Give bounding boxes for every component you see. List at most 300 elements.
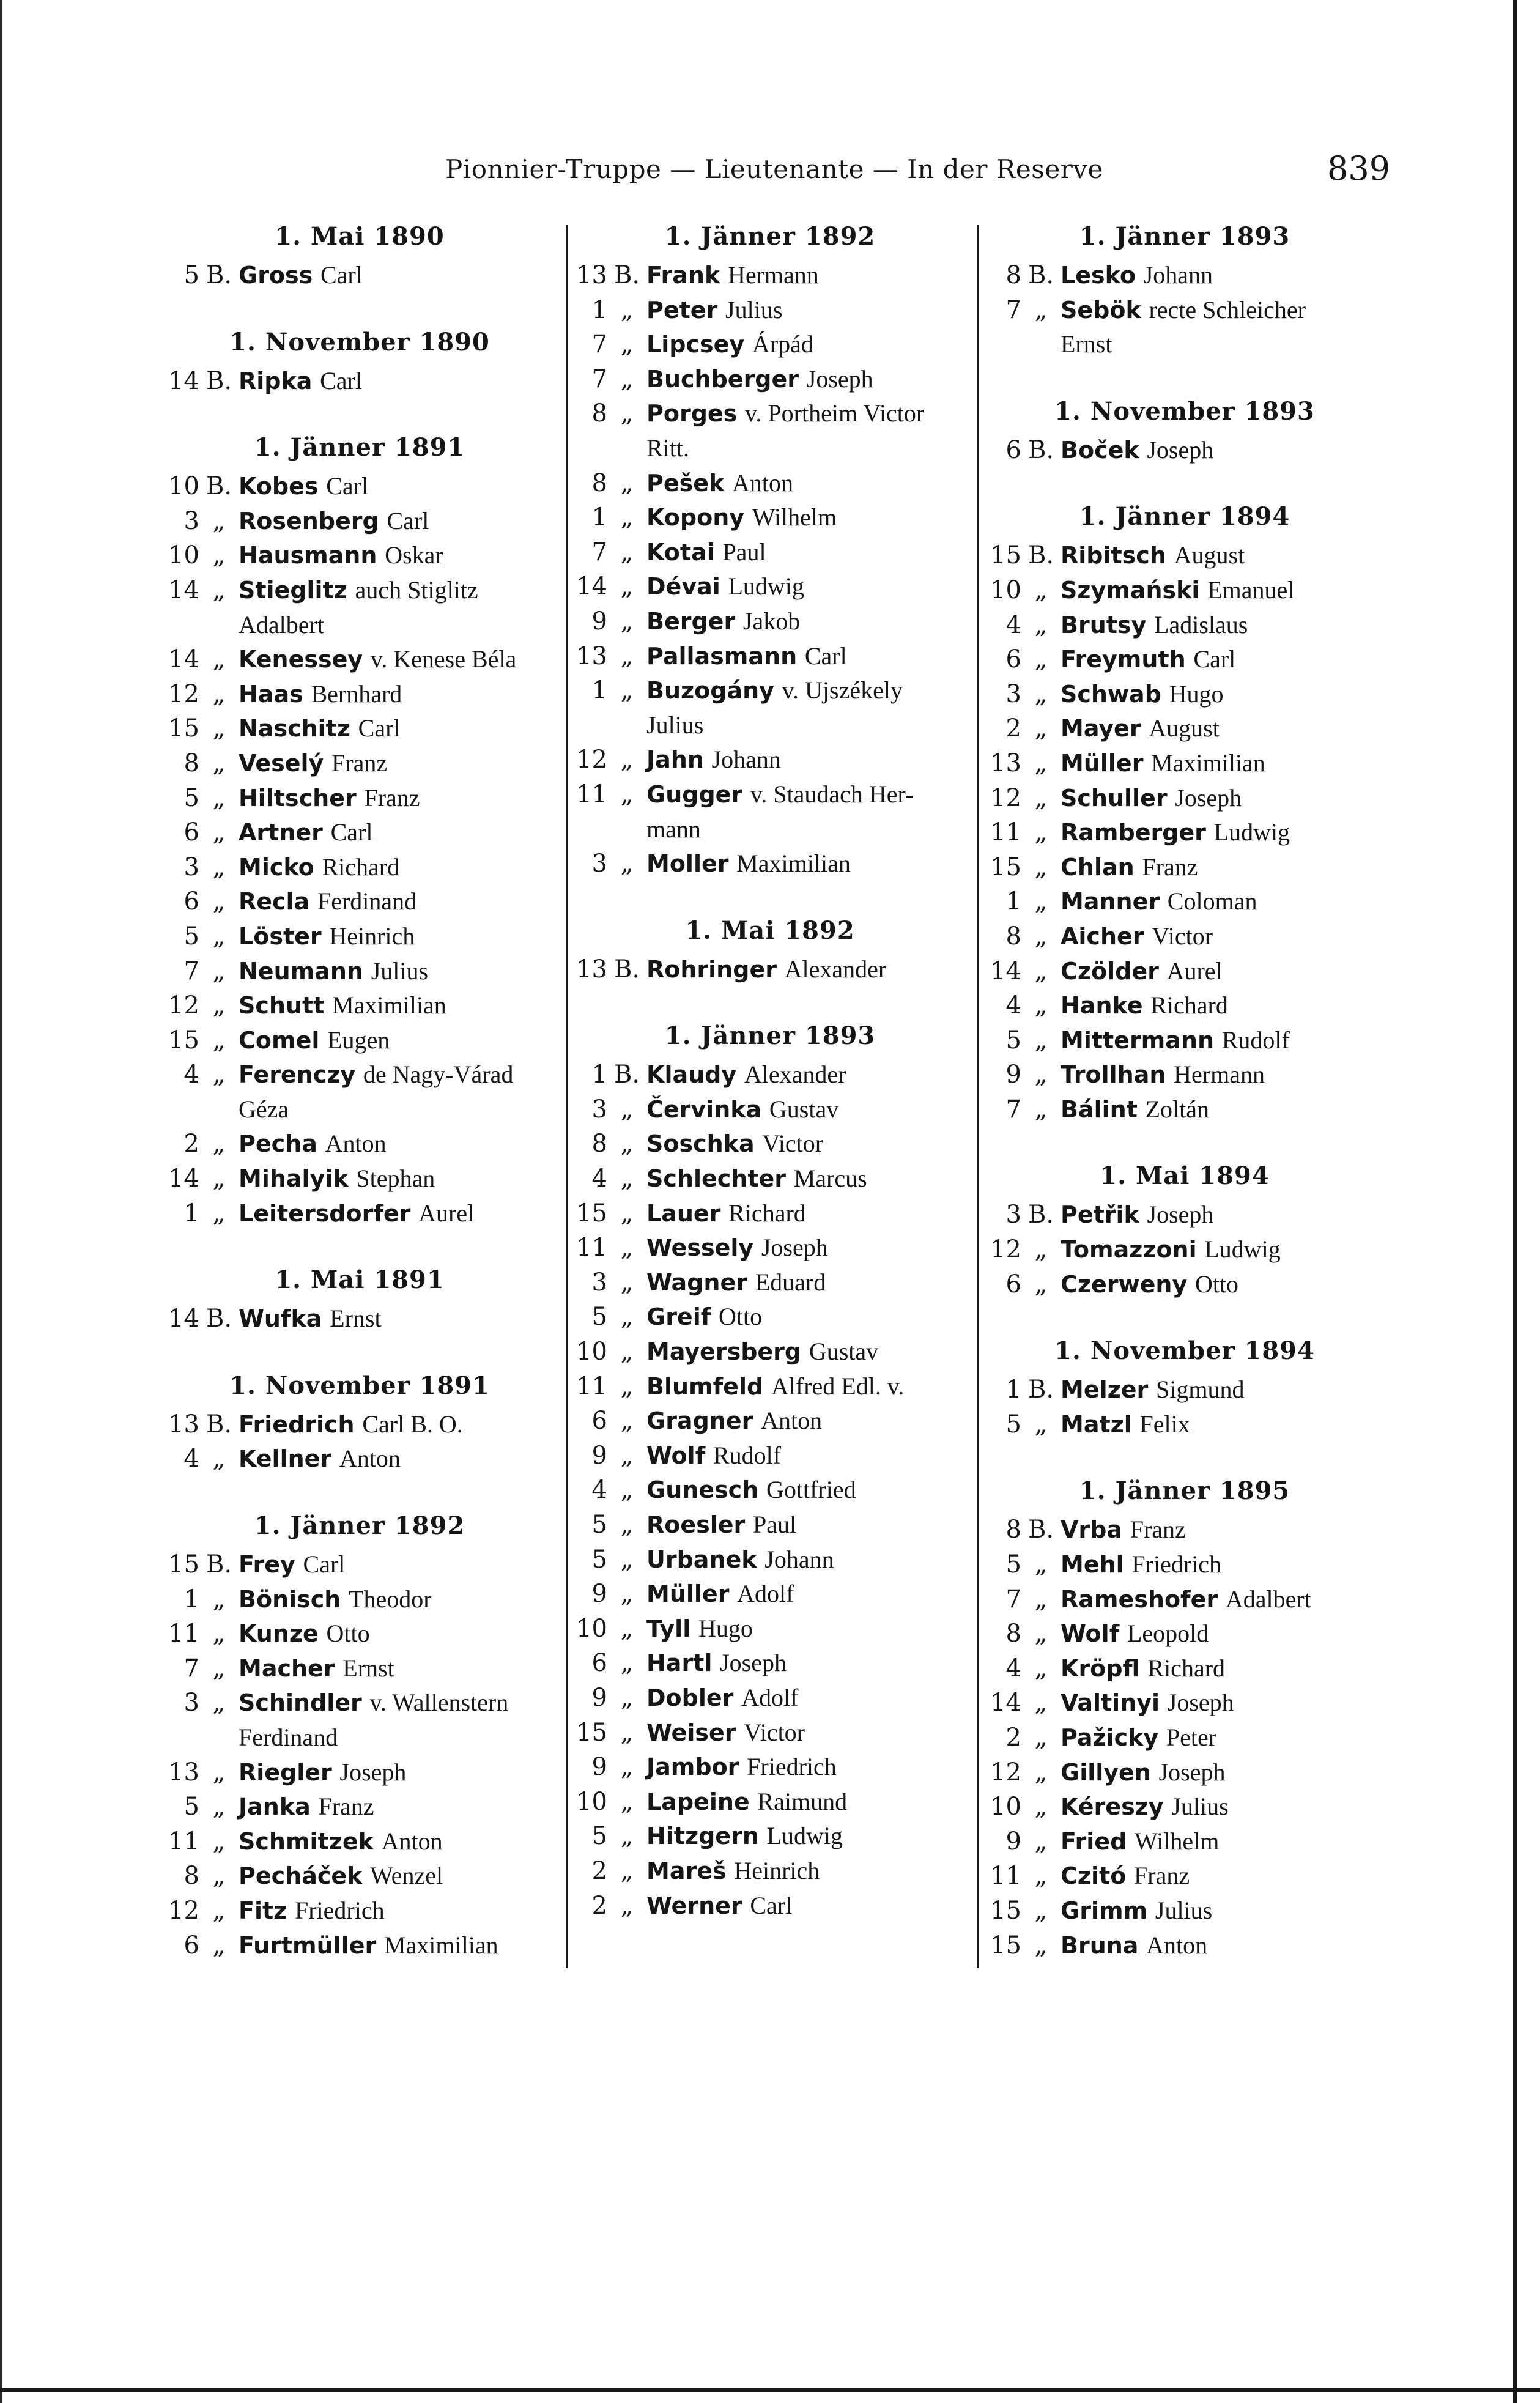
ditto-mark: B. bbox=[205, 1550, 232, 1579]
officer-surname: Mareš bbox=[646, 1857, 727, 1884]
officer-name bbox=[239, 538, 555, 573]
officer-surname: Lapeine bbox=[646, 1788, 750, 1815]
seniority-number: 1 bbox=[591, 676, 607, 705]
blank-cell bbox=[572, 708, 607, 743]
roster-entry-continuation bbox=[572, 431, 968, 466]
seniority-number: 11 bbox=[576, 1234, 607, 1262]
seniority-number: 1 bbox=[1005, 887, 1021, 916]
officer-name bbox=[239, 1407, 555, 1442]
promotion-date-heading: 1. Jänner 1891 bbox=[254, 433, 465, 462]
ditto-mark: „ bbox=[1034, 1270, 1048, 1298]
officer-surname: Blumfeld bbox=[646, 1372, 764, 1400]
roster-entry bbox=[986, 1057, 1383, 1092]
blank-cell bbox=[986, 327, 1021, 362]
seniority-number: 11 bbox=[990, 1862, 1021, 1890]
section-spacer bbox=[164, 293, 555, 321]
blank-cell bbox=[199, 1720, 239, 1755]
officer-surname: Tomazzoni bbox=[1061, 1236, 1197, 1264]
seniority-number: 14 bbox=[168, 645, 199, 674]
officer-surname: Boček bbox=[1061, 436, 1139, 464]
officer-surname: Greif bbox=[646, 1303, 711, 1331]
officer-given-name: Friedrich bbox=[1131, 1550, 1222, 1579]
officer-surname: Czerweny bbox=[1061, 1270, 1188, 1298]
ditto-mark: „ bbox=[212, 1827, 226, 1856]
officer-name bbox=[646, 1231, 968, 1265]
ditto-mark: „ bbox=[212, 1130, 226, 1158]
officer-name bbox=[646, 1716, 968, 1750]
ditto-mark: „ bbox=[212, 1654, 226, 1683]
seniority-number: 3 bbox=[1005, 1201, 1021, 1229]
seniority-number: 3 bbox=[591, 1095, 607, 1124]
officer-given-name: Hermann bbox=[727, 261, 819, 289]
officer-name bbox=[646, 1577, 968, 1612]
officer-surname: Werner bbox=[646, 1892, 742, 1919]
officer-name bbox=[646, 1404, 968, 1438]
officer-given-name: Anton bbox=[1146, 1931, 1208, 1959]
ditto-mark: „ bbox=[1034, 783, 1048, 812]
page-edge-right bbox=[1513, 0, 1517, 2403]
officer-given-name: Ludwig bbox=[1213, 818, 1290, 846]
seniority-number: 10 bbox=[576, 1787, 607, 1816]
officer-name bbox=[1061, 954, 1383, 989]
officer-surname: Frey bbox=[239, 1551, 295, 1579]
ditto-mark: „ bbox=[212, 783, 226, 812]
page-header bbox=[0, 149, 1540, 197]
officer-surname: Manner bbox=[1061, 888, 1160, 916]
officer-surname: Czitó bbox=[1061, 1862, 1127, 1890]
ditto-mark: „ bbox=[1034, 1689, 1048, 1717]
officer-surname: Rohringer bbox=[646, 955, 777, 983]
roster-entry-continuation bbox=[164, 608, 555, 643]
officer-surname: Červinka bbox=[646, 1095, 762, 1123]
ditto-mark: „ bbox=[620, 850, 634, 878]
seniority-number: 4 bbox=[183, 1445, 199, 1473]
officer-name bbox=[1061, 642, 1383, 677]
officer-name bbox=[646, 777, 968, 812]
seniority-number: 4 bbox=[1005, 610, 1021, 639]
roster-entry bbox=[164, 711, 555, 746]
officer-surname: Schutt bbox=[239, 992, 325, 1020]
promotion-date-heading: 1. Mai 1892 bbox=[685, 916, 855, 945]
officer-surname: Lesko bbox=[1061, 262, 1136, 289]
officer-given-name: Eduard bbox=[755, 1268, 826, 1296]
officer-given-name: Victor bbox=[744, 1718, 805, 1746]
officer-given-name: August bbox=[1174, 541, 1245, 569]
officer-surname: Artner bbox=[239, 819, 323, 846]
officer-given-name: Otto bbox=[1194, 1270, 1239, 1298]
ditto-mark: „ bbox=[1034, 1724, 1048, 1752]
roster-entry bbox=[986, 1547, 1383, 1582]
officer-surname: Wufka bbox=[239, 1305, 322, 1333]
officer-given-name: Wenzel bbox=[370, 1862, 443, 1890]
officer-name bbox=[239, 1928, 555, 1963]
officer-given-name: Carl bbox=[303, 1550, 346, 1579]
section-spacer bbox=[572, 987, 968, 1015]
seniority-number: 2 bbox=[183, 1130, 199, 1158]
ditto-mark: „ bbox=[620, 1303, 634, 1331]
roster-entry bbox=[986, 1928, 1383, 1963]
officer-surname: Micko bbox=[239, 853, 314, 881]
officer-surname: Kopony bbox=[646, 504, 745, 531]
officer-given-name: Carl bbox=[320, 366, 362, 394]
officer-given-name: Ernst bbox=[342, 1654, 394, 1682]
ditto-mark: „ bbox=[1034, 1095, 1048, 1124]
officer-name bbox=[1061, 1859, 1383, 1894]
roster-entry bbox=[572, 846, 968, 881]
roster-entry bbox=[986, 293, 1383, 328]
officer-surname: Weiser bbox=[646, 1719, 736, 1746]
ditto-mark: „ bbox=[1034, 1758, 1048, 1787]
officer-surname: Hiltscher bbox=[239, 784, 357, 812]
roster-entry bbox=[572, 1577, 968, 1612]
seniority-number: 7 bbox=[591, 330, 607, 359]
ditto-mark: „ bbox=[620, 330, 634, 359]
officer-surname: Löster bbox=[239, 922, 322, 950]
ditto-mark: B. bbox=[1027, 1376, 1054, 1404]
ditto-mark: „ bbox=[212, 887, 226, 916]
seniority-number: 11 bbox=[168, 1620, 199, 1648]
roster-entry bbox=[986, 781, 1383, 816]
seniority-number: 5 bbox=[183, 261, 199, 289]
roster-entry bbox=[572, 1438, 968, 1473]
roster-entry bbox=[164, 1407, 555, 1442]
officer-name bbox=[646, 1438, 968, 1473]
roster-entry bbox=[572, 396, 968, 431]
roster-entry bbox=[164, 538, 555, 573]
officer-surname: Macher bbox=[239, 1654, 335, 1682]
seniority-number: 10 bbox=[168, 472, 199, 501]
ditto-mark: „ bbox=[620, 1130, 634, 1158]
officer-name bbox=[239, 1023, 555, 1058]
officer-surname: Lauer bbox=[646, 1199, 721, 1227]
ditto-mark: „ bbox=[1034, 295, 1048, 324]
officer-surname: Schwab bbox=[1061, 680, 1161, 708]
officer-name bbox=[646, 1681, 968, 1716]
officer-given-name: Ladislaus bbox=[1154, 610, 1248, 639]
officer-surname: Rosenberg bbox=[239, 507, 379, 535]
promotion-date-heading: 1. Jänner 1892 bbox=[664, 222, 876, 251]
column-2 bbox=[572, 215, 968, 1923]
seniority-number: 13 bbox=[168, 1758, 199, 1787]
officer-given-name: Wilhelm bbox=[1135, 1827, 1220, 1855]
ditto-mark: „ bbox=[1034, 1235, 1048, 1264]
ditto-mark: „ bbox=[212, 714, 226, 743]
officer-surname: Klaudy bbox=[646, 1061, 737, 1089]
seniority-number: 11 bbox=[576, 1372, 607, 1401]
seniority-number: 5 bbox=[591, 1545, 607, 1574]
ditto-mark: „ bbox=[620, 365, 634, 393]
officer-name bbox=[239, 573, 555, 608]
roster-entry bbox=[986, 1023, 1383, 1058]
blank-cell bbox=[607, 431, 646, 466]
roster-entry bbox=[572, 258, 968, 293]
seniority-number: 15 bbox=[576, 1199, 607, 1227]
officer-name bbox=[239, 1547, 555, 1582]
seniority-number: 10 bbox=[576, 1614, 607, 1643]
officer-given-name: Heinrich bbox=[329, 922, 415, 950]
roster-entry bbox=[572, 1854, 968, 1889]
ditto-mark: „ bbox=[212, 1445, 226, 1473]
officer-surname: Porges bbox=[646, 400, 738, 428]
ditto-mark: „ bbox=[620, 642, 634, 670]
seniority-number: 8 bbox=[1005, 922, 1021, 950]
officer-given-name: Carl bbox=[1193, 645, 1236, 673]
seniority-number: 14 bbox=[168, 1164, 199, 1193]
officer-given-name: Joseph bbox=[1147, 1201, 1214, 1229]
officer-name bbox=[239, 504, 555, 539]
officer-surname: Tyll bbox=[646, 1615, 691, 1642]
officer-name bbox=[1061, 258, 1383, 293]
seniority-number: 13 bbox=[576, 261, 607, 289]
promotion-date-heading: 1. Jänner 1895 bbox=[1079, 1476, 1290, 1506]
roster-entry bbox=[986, 1092, 1383, 1127]
roster-entry bbox=[164, 364, 555, 399]
officer-surname: Bruna bbox=[1061, 1931, 1139, 1959]
officer-surname: Stieglitz bbox=[239, 576, 347, 604]
ditto-mark: „ bbox=[620, 676, 634, 705]
officer-surname: Janka bbox=[239, 1793, 311, 1821]
seniority-number: 1 bbox=[591, 295, 607, 324]
officer-given-name: Wilhelm bbox=[752, 503, 837, 531]
promotion-date-heading: 1. November 1890 bbox=[229, 327, 490, 357]
officer-surname: Berger bbox=[646, 607, 736, 635]
officer-name bbox=[646, 1300, 968, 1335]
seniority-number: 1 bbox=[591, 1061, 607, 1089]
seniority-number: 5 bbox=[183, 922, 199, 950]
roster-entry bbox=[572, 1196, 968, 1231]
seniority-number: 10 bbox=[576, 1338, 607, 1366]
officer-given-name: Joseph bbox=[1147, 435, 1214, 464]
officer-surname: Pažicky bbox=[1061, 1724, 1159, 1751]
ditto-mark: „ bbox=[1034, 749, 1048, 777]
seniority-number: 15 bbox=[990, 1896, 1021, 1925]
roster-entry bbox=[986, 1859, 1383, 1894]
officer-surname: Buzogány bbox=[646, 677, 774, 705]
ditto-mark: „ bbox=[620, 1614, 634, 1643]
roster-entry bbox=[986, 1372, 1383, 1407]
officer-given-name: Aurel bbox=[418, 1199, 475, 1227]
seniority-number: 15 bbox=[168, 714, 199, 743]
officer-name bbox=[239, 884, 555, 919]
officer-name bbox=[1061, 850, 1383, 885]
officer-name bbox=[239, 1755, 555, 1790]
roster-entry bbox=[986, 608, 1383, 643]
officer-given-name: Alexander bbox=[784, 955, 887, 983]
roster-entry bbox=[572, 1473, 968, 1508]
seniority-number: 2 bbox=[1005, 714, 1021, 743]
officer-surname: Dobler bbox=[646, 1684, 734, 1711]
roster-entry bbox=[572, 1750, 968, 1785]
officer-surname: Hausmann bbox=[239, 542, 377, 569]
officer-given-name: Johann bbox=[711, 746, 781, 774]
officer-surname: Müller bbox=[1061, 749, 1144, 777]
officer-name bbox=[239, 364, 555, 399]
officer-given-name: Emanuel bbox=[1207, 576, 1295, 604]
roster-entry bbox=[572, 639, 968, 674]
ditto-mark: „ bbox=[620, 607, 634, 635]
seniority-number: 12 bbox=[168, 991, 199, 1020]
ditto-mark: B. bbox=[613, 955, 640, 983]
ditto-mark: „ bbox=[620, 468, 634, 497]
seniority-number: 6 bbox=[1005, 435, 1021, 464]
officer-name-continuation: Ferdinand bbox=[239, 1724, 338, 1751]
roster-entry bbox=[164, 1582, 555, 1617]
officer-surname: Kobes bbox=[239, 473, 319, 500]
officer-given-name: Franz bbox=[1130, 1516, 1186, 1544]
section-spacer bbox=[986, 1127, 1383, 1155]
ditto-mark: „ bbox=[620, 1683, 634, 1712]
roster-entry bbox=[572, 1404, 968, 1438]
officer-name bbox=[646, 500, 968, 535]
roster-entry bbox=[986, 711, 1383, 746]
ditto-mark: B. bbox=[205, 1305, 232, 1333]
roster-entry bbox=[164, 258, 555, 293]
officer-given-name: Adolf bbox=[741, 1683, 799, 1711]
officer-name bbox=[646, 1473, 968, 1508]
officer-name bbox=[646, 362, 968, 397]
roster-entry bbox=[986, 1790, 1383, 1824]
officer-surname: Peter bbox=[646, 296, 718, 324]
roster-entry-continuation bbox=[572, 812, 968, 847]
officer-name bbox=[1061, 1198, 1383, 1232]
officer-given-name: Carl bbox=[330, 818, 373, 846]
roster-entry bbox=[572, 1161, 968, 1196]
officer-name bbox=[646, 569, 968, 604]
seniority-number: 6 bbox=[591, 1649, 607, 1678]
roster-entry bbox=[572, 1716, 968, 1750]
officer-name bbox=[646, 1854, 968, 1889]
officer-name bbox=[646, 1508, 968, 1542]
officer-given-name: v. Ujszékely bbox=[782, 676, 903, 705]
column-3 bbox=[986, 215, 1383, 1963]
officer-name bbox=[239, 469, 555, 504]
officer-surname: Czölder bbox=[1061, 957, 1159, 985]
seniority-number: 1 bbox=[183, 1585, 199, 1613]
seniority-number: 5 bbox=[591, 1303, 607, 1331]
officer-name bbox=[1061, 1755, 1383, 1790]
officer-given-name: Alfred Edl. v. bbox=[771, 1372, 905, 1400]
officer-surname: Wolf bbox=[1061, 1620, 1120, 1648]
officer-name bbox=[1061, 293, 1383, 328]
officer-name bbox=[1061, 1513, 1383, 1547]
roster-entry bbox=[572, 1646, 968, 1681]
officer-surname: Urbanek bbox=[646, 1546, 757, 1573]
officer-surname: Gillyen bbox=[1061, 1758, 1151, 1786]
officer-surname: Chlan bbox=[1061, 853, 1135, 881]
officer-given-name: auch Stiglitz bbox=[355, 576, 478, 604]
officer-surname: Naschitz bbox=[239, 715, 350, 742]
seniority-number: 8 bbox=[1005, 261, 1021, 289]
officer-given-name: Stephan bbox=[356, 1164, 435, 1193]
officer-name bbox=[239, 258, 555, 293]
officer-name bbox=[646, 1057, 968, 1092]
officer-given-name: Carl bbox=[320, 261, 363, 289]
officer-name bbox=[1061, 677, 1383, 712]
officer-name bbox=[1061, 781, 1383, 816]
officer-given-name: Franz bbox=[318, 1793, 374, 1821]
ditto-mark: „ bbox=[620, 1338, 634, 1366]
seniority-number: 13 bbox=[576, 955, 607, 983]
roster-entry bbox=[572, 569, 968, 604]
roster-entry bbox=[572, 777, 968, 812]
ditto-mark: „ bbox=[1034, 1862, 1048, 1890]
seniority-number: 1 bbox=[591, 503, 607, 532]
officer-name bbox=[646, 1196, 968, 1231]
seniority-number: 3 bbox=[183, 1689, 199, 1717]
ditto-mark: „ bbox=[620, 1718, 634, 1747]
seniority-number: 15 bbox=[990, 853, 1021, 881]
officer-given-name: Julius bbox=[371, 957, 429, 985]
ditto-mark: „ bbox=[212, 1862, 226, 1890]
roster-entry bbox=[986, 258, 1383, 293]
officer-given-name: Hugo bbox=[698, 1614, 753, 1642]
officer-given-name: Zoltán bbox=[1145, 1095, 1210, 1123]
officer-given-name: Oskar bbox=[385, 541, 443, 569]
officer-surname: Kéreszy bbox=[1061, 1793, 1164, 1821]
section-spacer bbox=[164, 1476, 555, 1505]
ditto-mark: „ bbox=[212, 991, 226, 1020]
officer-given-name: Victor bbox=[1152, 922, 1213, 950]
officer-name bbox=[1061, 1582, 1383, 1617]
seniority-number: 7 bbox=[591, 538, 607, 566]
seniority-number: 7 bbox=[591, 365, 607, 393]
officer-given-name: Heinrich bbox=[734, 1856, 820, 1884]
blank-cell bbox=[607, 708, 646, 743]
roster-entry bbox=[986, 1232, 1383, 1267]
officer-given-name: Richard bbox=[728, 1199, 806, 1227]
seniority-number: 9 bbox=[591, 1580, 607, 1609]
officer-name bbox=[1061, 1023, 1383, 1058]
ditto-mark: „ bbox=[620, 1234, 634, 1262]
officer-name bbox=[646, 1092, 968, 1127]
roster-entry bbox=[572, 1369, 968, 1404]
blank-cell bbox=[199, 1092, 239, 1127]
ditto-mark: „ bbox=[620, 1407, 634, 1435]
officer-name bbox=[646, 1335, 968, 1369]
roster-entry bbox=[164, 1127, 555, 1161]
officer-given-name: Gottfried bbox=[766, 1476, 856, 1504]
roster-entry bbox=[572, 1508, 968, 1542]
officer-given-name: Ludwig bbox=[728, 572, 804, 601]
officer-name bbox=[1061, 1790, 1383, 1824]
roster-entry bbox=[572, 1681, 968, 1716]
officer-given-name: Alexander bbox=[744, 1061, 846, 1089]
roster-entry bbox=[572, 1819, 968, 1854]
officer-given-name: Victor bbox=[762, 1130, 824, 1158]
seniority-number: 12 bbox=[990, 1235, 1021, 1264]
officer-name bbox=[1061, 1057, 1383, 1092]
ditto-mark: „ bbox=[212, 749, 226, 777]
officer-name bbox=[1061, 1824, 1383, 1859]
officer-surname: Schindler bbox=[239, 1689, 362, 1717]
ditto-mark: „ bbox=[212, 1199, 226, 1227]
officer-given-name: Gustav bbox=[769, 1095, 839, 1123]
officer-surname: Wagner bbox=[646, 1268, 747, 1296]
promotion-date-heading: 1. November 1893 bbox=[1054, 396, 1315, 426]
ditto-mark: „ bbox=[620, 1822, 634, 1851]
officer-surname: Gugger bbox=[646, 780, 743, 808]
roster-entry bbox=[572, 327, 968, 362]
promotion-date-heading: 1. Mai 1894 bbox=[1100, 1161, 1270, 1191]
roster-entry bbox=[164, 1057, 555, 1092]
officer-surname: Mehl bbox=[1061, 1551, 1124, 1579]
roster-entry bbox=[572, 1300, 968, 1335]
officer-given-name: Ludwig bbox=[1204, 1235, 1281, 1264]
officer-given-name: Maximilian bbox=[332, 991, 446, 1020]
promotion-date-heading: 1. Jänner 1893 bbox=[1079, 222, 1290, 251]
seniority-number: 5 bbox=[1005, 1550, 1021, 1579]
ditto-mark: B. bbox=[1027, 435, 1054, 464]
